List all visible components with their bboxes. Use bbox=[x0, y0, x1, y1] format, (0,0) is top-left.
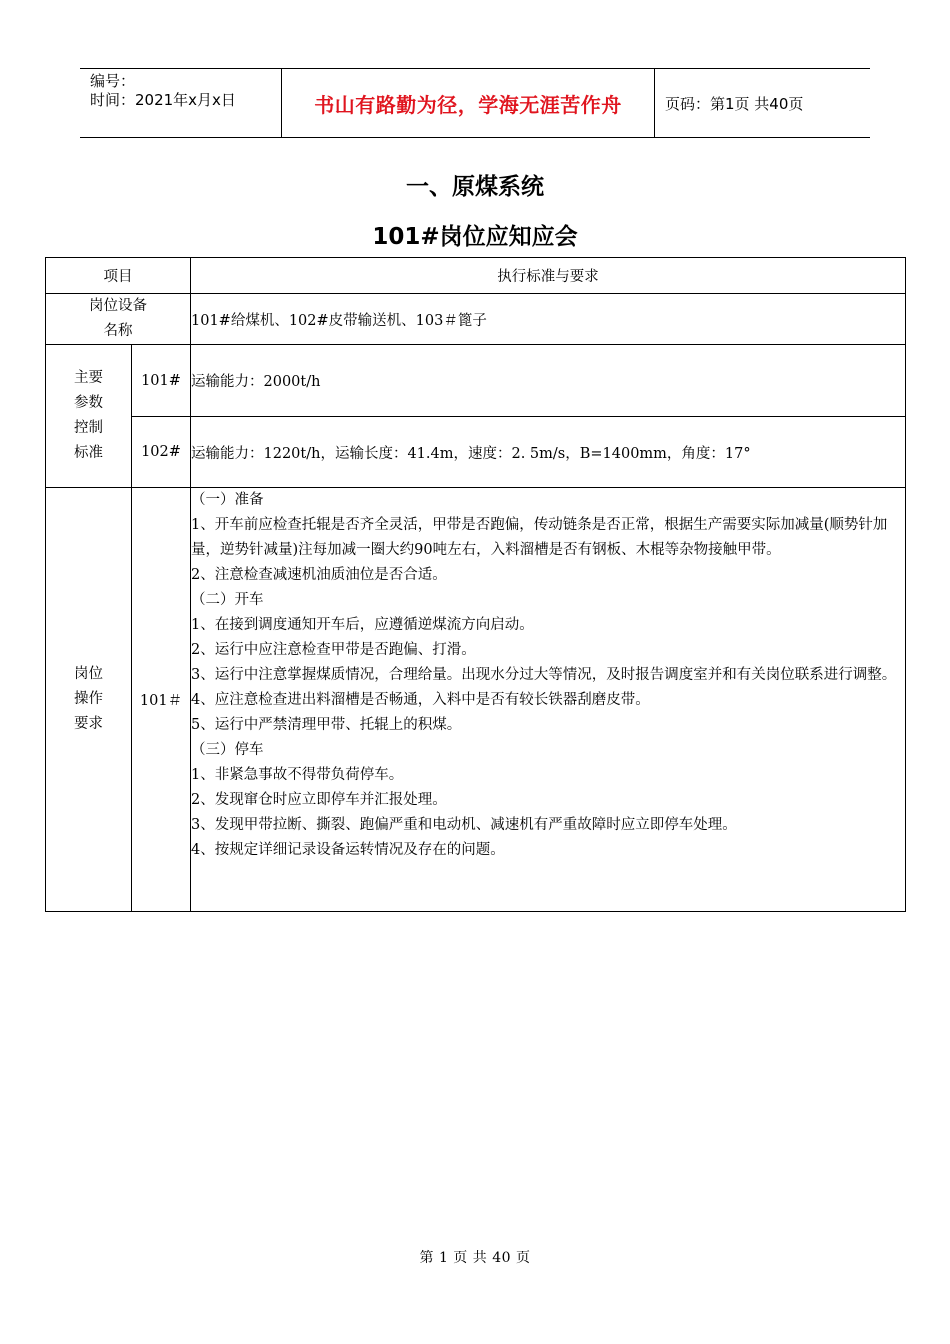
params-id-102: 102# bbox=[132, 417, 191, 488]
header-item: 项目 bbox=[46, 258, 191, 294]
ops-line: 4、应注意检查进出料溜槽是否畅通，入料中是否有较长铁器刮磨皮带。 bbox=[191, 692, 650, 708]
document-title: 101#岗位应知应会 bbox=[372, 224, 578, 250]
operations-label-line: 要求 bbox=[74, 716, 103, 732]
section-title: 一、原煤系统 bbox=[406, 174, 544, 200]
params-label-line: 控制 bbox=[74, 420, 103, 436]
equipment-label bbox=[46, 294, 191, 345]
ops-line: 5、运行中严禁清理甲带、托辊上的积煤。 bbox=[191, 717, 462, 733]
operations-label bbox=[46, 488, 132, 912]
header-meta bbox=[80, 69, 281, 137]
ops-line: 2、注意检查减速机油质油位是否合适。 bbox=[191, 567, 447, 583]
params-label-line: 标准 bbox=[74, 445, 103, 461]
ops-line: 3、运行中注意掌握煤质情况，合理给量。出现水分过大等情况，及时报告调度室并和有关岗位联系进行调整。 bbox=[191, 667, 897, 683]
operations-row bbox=[46, 488, 906, 912]
header-page-cell bbox=[655, 69, 870, 137]
page-header bbox=[80, 68, 870, 138]
params-row-101 bbox=[46, 345, 906, 417]
params-value-102: 运输能力：1220t/h，运输长度：41.4m，速度：2. 5m/s，B=1400mm，角度：17° bbox=[191, 417, 906, 488]
ops-line: 1、在接到调度通知开车后，应遵循逆煤流方向启动。 bbox=[191, 617, 534, 633]
doc-time-label: 时间：2021年x月x日 bbox=[90, 91, 236, 109]
equipment-value: 101#给煤机、102#皮带输送机、103＃篦子 bbox=[191, 294, 906, 345]
params-label-line: 主要 bbox=[74, 370, 103, 386]
operations-label-line: 操作 bbox=[74, 691, 103, 707]
params-row-102 bbox=[46, 417, 906, 488]
ops-line: （一）准备 bbox=[191, 492, 264, 508]
operations-id: 101＃ bbox=[132, 488, 191, 912]
equipment-label-line: 岗位设备 bbox=[89, 298, 147, 314]
doc-number-label: 编号： bbox=[90, 72, 136, 90]
header-page-info: 页码：第1页 共40页 bbox=[665, 94, 804, 113]
equipment-row bbox=[46, 294, 906, 345]
operations-label-line: 岗位 bbox=[74, 666, 103, 682]
ops-line: 1、非紧急事故不得带负荷停车。 bbox=[191, 767, 404, 783]
ops-line: 1、开车前应检查托辊是否齐全灵活，甲带是否跑偏，传动链条是否正常，根据生产需要实际加减量(顺势针加量，逆势针减量)注每加减一圈大约90吨左右，入料溜槽是否有钢板、木棍等杂物接触甲带。 bbox=[191, 517, 888, 558]
page-footer: 第 1 页 共 40 页 bbox=[419, 1250, 531, 1266]
requirements-table bbox=[45, 257, 906, 912]
table-header-row bbox=[46, 258, 906, 294]
ops-line: 4、按规定详细记录设备运转情况及存在的问题。 bbox=[191, 842, 505, 858]
header-standard: 执行标准与要求 bbox=[191, 258, 906, 294]
equipment-label-line: 名称 bbox=[103, 323, 133, 339]
ops-line: 3、发现甲带拉断、撕裂、跑偏严重和电动机、减速机有严重故障时应立即停车处理。 bbox=[191, 817, 737, 833]
operations-text bbox=[191, 488, 906, 912]
params-id-101: 101# bbox=[132, 345, 191, 417]
header-motto: 书山有路勤为径，学海无涯苦作舟 bbox=[314, 92, 622, 117]
params-value-101: 运输能力：2000t/h bbox=[191, 345, 906, 417]
params-label-line: 参数 bbox=[74, 395, 103, 411]
params-label bbox=[46, 345, 132, 488]
ops-line: （三）停车 bbox=[191, 742, 264, 758]
ops-line: 2、发现窜仓时应立即停车并汇报处理。 bbox=[191, 792, 447, 808]
ops-line: （二）开车 bbox=[191, 592, 264, 608]
ops-line: 2、运行中应注意检查甲带是否跑偏、打滑。 bbox=[191, 642, 476, 658]
header-motto-cell bbox=[281, 69, 655, 137]
